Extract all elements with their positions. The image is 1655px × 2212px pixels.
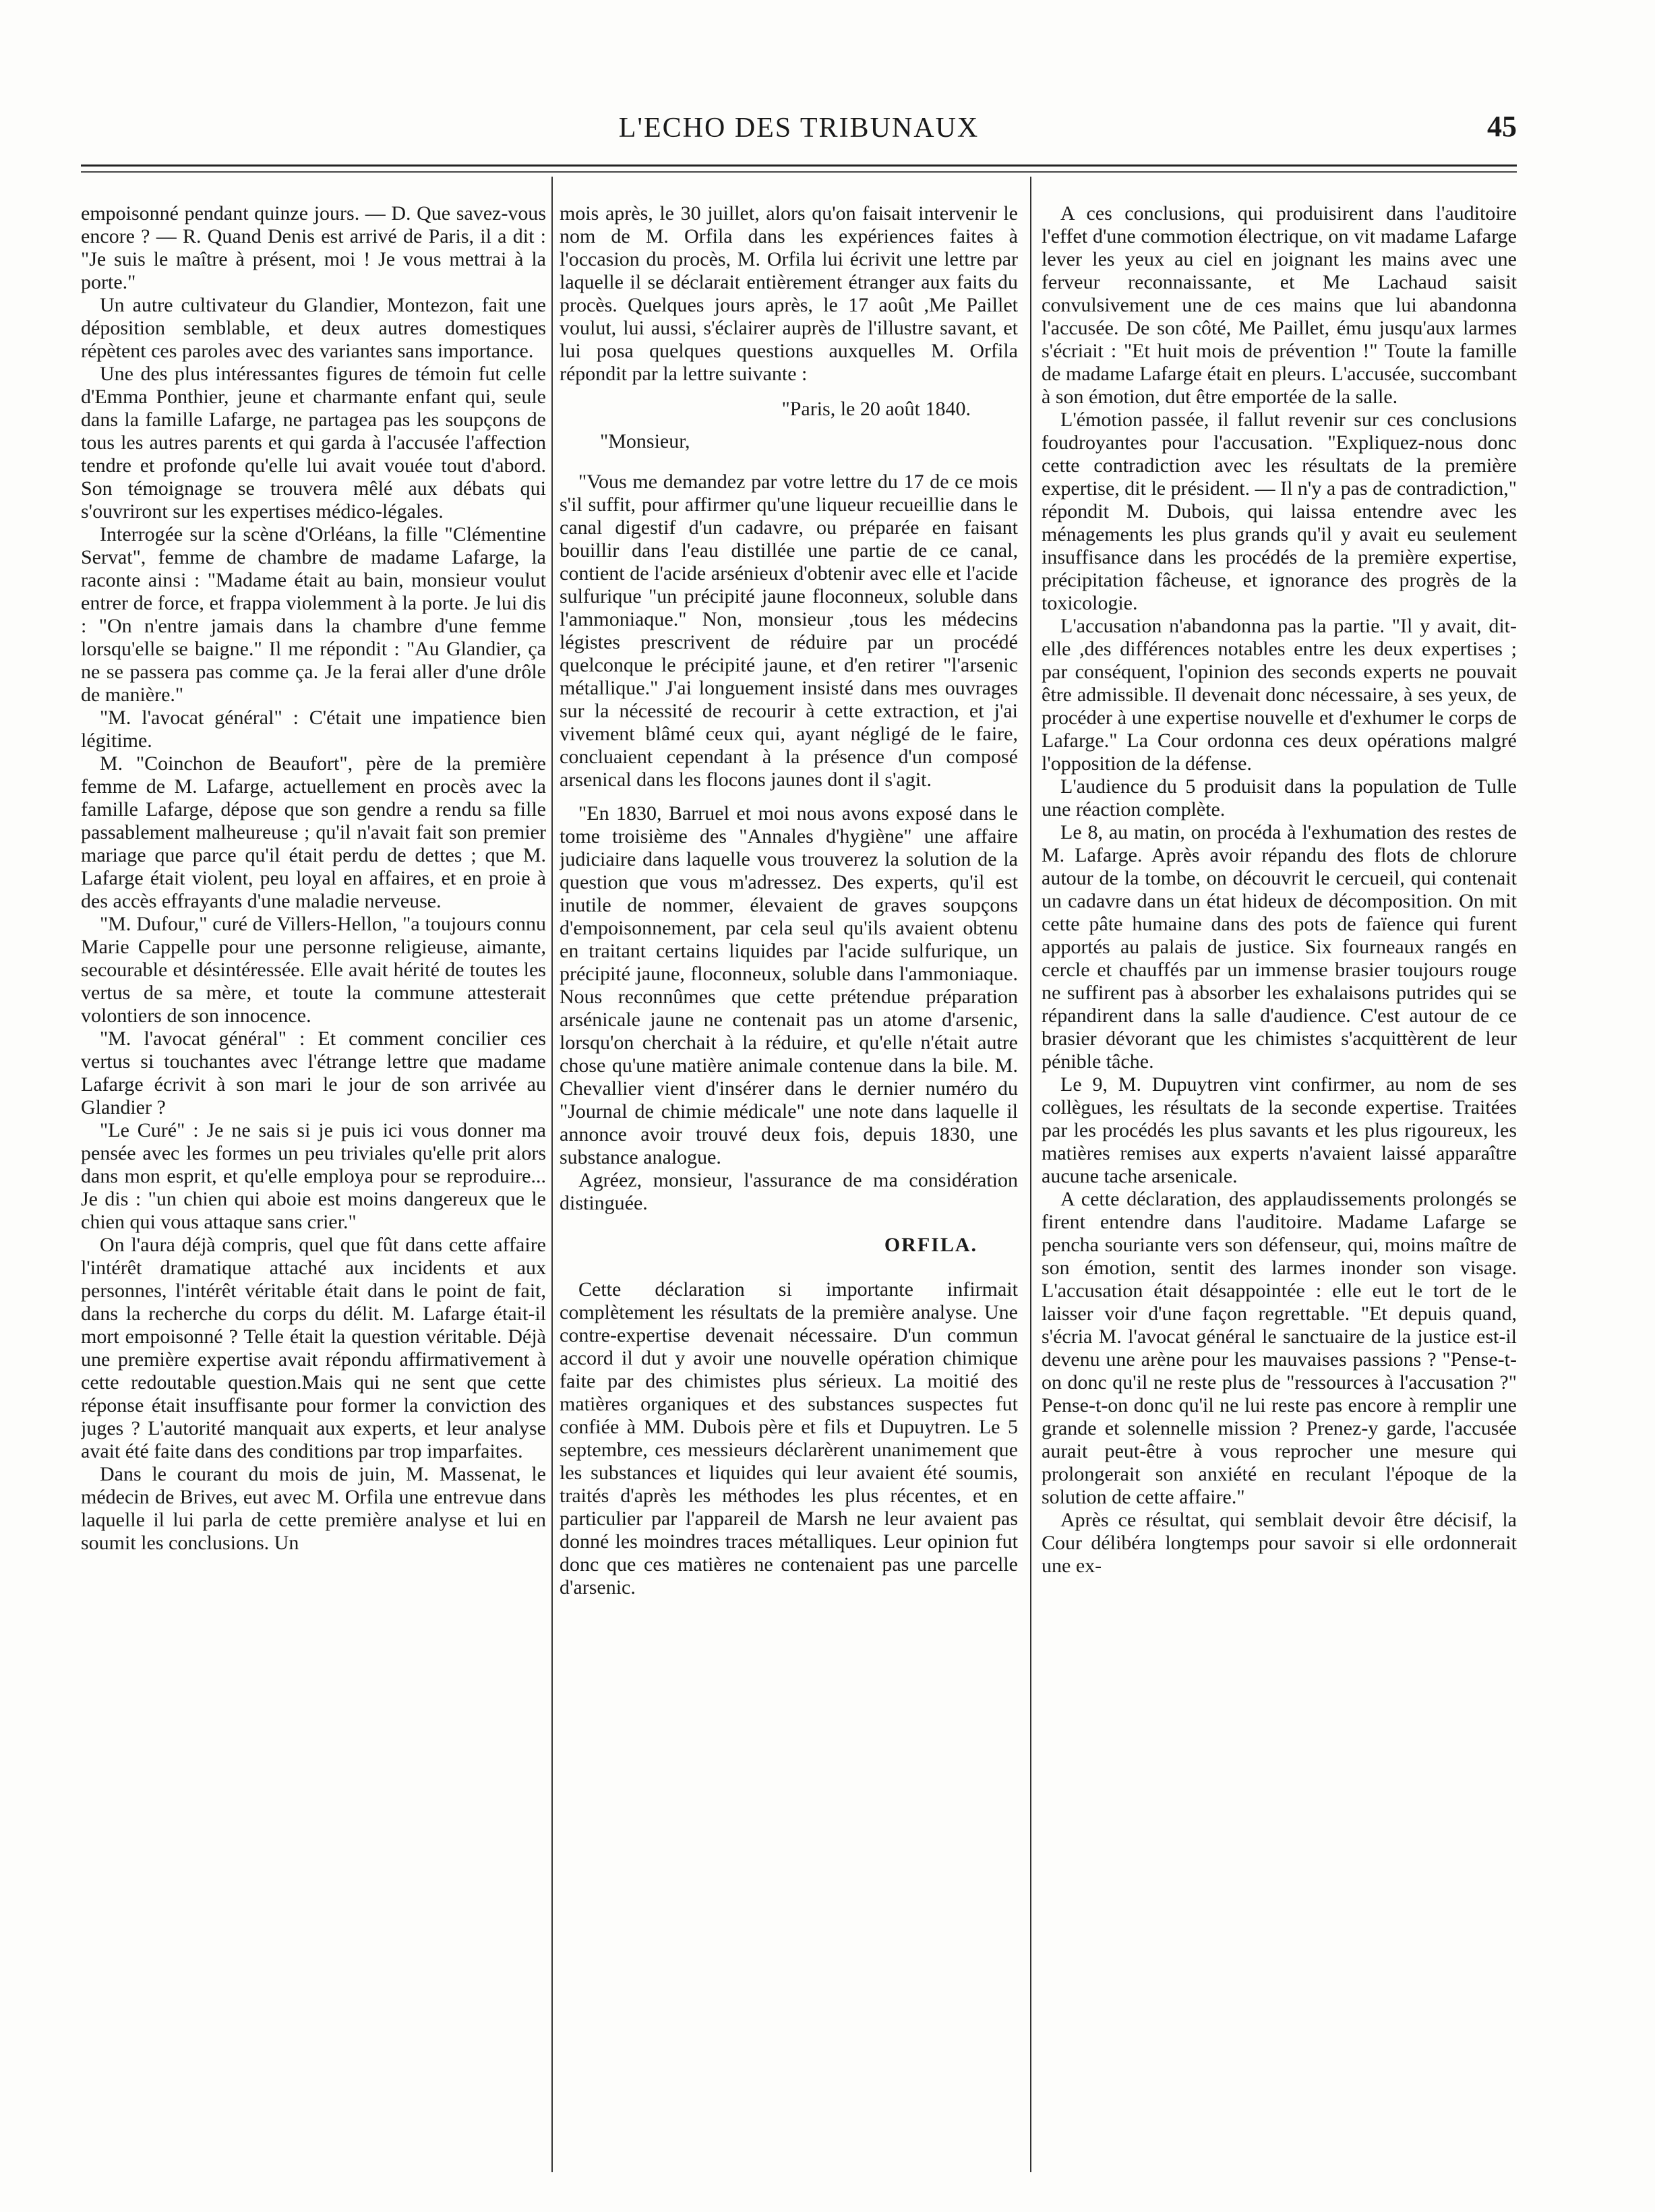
letter-paragraph: "En 1830, Barruel et moi nous avons exposé dans le tome troisième des "Annales d'hygiène" une affaire judiciaire dans laquelle vous trouverez la solution de la question que vous m'adressez. Des experts, qu'il est inutile de nommer, élevaient de graves soupçons d'empoisonnement, par cela seul qu'ils avaient obtenu en traitant certains liquides par l'acide sulfurique, un précipité jaune, floconneux, soluble dans l'ammoniaque. Nous reconnûmes que cette prétendue préparation arsénicale jaune ne contenait pas un atome d'arsenic, lorsqu'on cherchait à la réduire, et qu'elle n'était autre chose qu'une matière animale contenue dans la bile. M. Chevallier vient d'insérer dans le dernier numéro du "Journal de chimie médicale" une note dans laquelle il annonce avoir trouvé deux fois, depuis 1830, une substance analogue. — [560, 802, 1018, 1168]
text-column-3 — [1042, 202, 1517, 2178]
letter-salutation: "Monsieur, — [600, 430, 690, 452]
paragraph: Dans le courant du mois de juin, M. Massenat, le médecin de Brives, eut avec M. Orfila une entrevue dans laquelle il lui parla de cette première analyse et lui en soumit les conclusions. Un — [81, 1463, 546, 1554]
paragraph: On l'aura déjà compris, quel que fût dans cette affaire l'intérêt dramatique attaché aux incidents et aux personnes, l'intérêt véritable était dans le point de fait, dans la recherche du corps du délit. M. Lafarge était-il mort empoisonné ? Telle était la question véritable. Déjà une première expertise avait répondu affirmativement à cette redoutable question.Mais qui ne sent que cette réponse était insuffisante pour former la conviction des juges ? L'autorité manquait aux experts, et leur analyse avait été faite dans des conditions par trop imparfaites. — [81, 1234, 546, 1462]
paragraph: "M. l'avocat général" : C'était une impatience bien légitime. — [81, 707, 546, 752]
column-divider — [1030, 177, 1031, 2172]
header-rule — [81, 165, 1517, 167]
letter-dateline: "Paris, le 20 août 1840. — [781, 398, 971, 420]
column-divider — [551, 177, 553, 2172]
paragraph: Cette déclaration si importante infirmait complètement les résultats de la première analyse. Une contre-expertise devenait nécessaire. D'un commun accord il dut y avoir une nouvelle opération chimique faite par des chimistes plus sérieux. La moitié des matières organiques et des substances suspectes fut confiée à MM. Dubois père et fils et Dupuytren. Le 5 septembre, ces messieurs déclarèrent unanimement que les substances et liquides qui leur avaient été soumis, traités d'après les méthodes les plus récentes, et en particulier par l'appareil de Marsh ne leur avaient pas donné les moindres traces métalliques. Leur opinion fut donc que ces matières ne contenaient pas une parcelle d'arsenic. — [560, 1278, 1018, 1598]
paragraph: A cette déclaration, des applaudissements prolongés se firent entendre dans l'auditoire. Madame Lafarge se pencha souriante vers son défenseur, qui, moins maître de son émotion, sentit des larmes inonder son visage. L'accusation était désappointée : elle eut le tort de le laisser voir d'une façon regrettable. "Et depuis quand, s'écria M. l'avocat général le sanctuaire de la justice est-il devenu une arène pour les mauvaises passions ? "Pense-t-on donc qu'il ne reste plus de "ressources à l'accusation ?" Pense-t-on donc qu'il ne lui reste pas encore à remplir une grande et solennelle mission ? Prenez-y garde, l'accusée aurait peut-être à vous reprocher une mesure qui prolongerait son anxiété en reculant l'époque de la solution de cette affaire." — [1042, 1188, 1517, 1508]
paragraph: "M. l'avocat général" : Et comment concilier ces vertus si touchantes avec l'étrange lettre que madame Lafarge écrivit à son mari le jour de son arrivée au Glandier ? — [81, 1027, 546, 1118]
running-header — [81, 108, 1517, 155]
page-number: 45 — [1487, 110, 1517, 143]
paragraph: Le 8, au matin, on procéda à l'exhumation des restes de M. Lafarge. Après avoir répandu des flots de chlorure autour de la tombe, on découvrit le cercueil, qui contenait un cadavre dans un état hideux de décomposition. On mit cette pâte humaine dans des pots de faïence qui furent apportés au palais de justice. Six fourneaux rangés en cercle et chauffés par un immense brasier toujours rouge ne suffirent pas à absorber les exhalaisons putrides qui se répandirent dans la salle d'audience. C'est autour de ce brasier dévorant que les chimistes s'acquittèrent de leur pénible tâche. — [1042, 821, 1517, 1073]
header-rule-secondary — [81, 171, 1517, 173]
letter-paragraph: "Vous me demandez par votre lettre du 17 de ce mois s'il suffit, pour affirmer qu'une liqueur recueillie dans le canal digestif d'un cadavre, ou préparée en faisant bouillir dans l'eau distillée une partie de ce canal, contient de l'acide arsénieux d'obtenir avec elle et l'acide sulfurique "un précipité jaune floconneux, soluble dans l'ammoniaque." Non, monsieur ,tous les médecins légistes prescrivent de réduire par un procédé quelconque le précipité jaune, et d'en retirer "l'arsenic métallique." J'ai longuement insisté dans mes ouvrages sur la nécessité de recourir à cette extraction, et j'ai vivement blâmé ceux qui, ayant négligé de le faire, concluaient cependant à la présence d'un composé arsenical dans les flocons jaunes dont il s'agit. — [560, 471, 1018, 791]
paragraph: "M. Dufour," curé de Villers-Hellon, "a toujours connu Marie Cappelle pour une personne religieuse, aimante, secourable et désintéressée. Elle avait hérité de toutes les vertus de sa mère, et toute la commune attesterait volontiers de son innocence. — [81, 913, 546, 1027]
paragraph: Interrogée sur la scène d'Orléans, la fille "Clémentine Servat", femme de chambre de madame Lafarge, la raconte ainsi : "Madame était au bain, monsieur voulut entrer de force, et frappa violemment à la porte. Je lui dis : "On n'entre jamais dans la chambre d'une femme lorsqu'elle se baigne." Il me répondit : "Au Glandier, ça ne se passera pas comme ça. Je la ferai aller d'une drôle de manière." — [81, 523, 546, 706]
paragraph: mois après, le 30 juillet, alors qu'on faisait intervenir le nom de M. Orfila dans les expériences faites à l'occasion du procès, M. Orfila lui écrivit une lettre par laquelle il se déclarait entièrement étranger aux faits du procès. Quelques jours après, le 17 août ,Me Paillet voulut, lui aussi, s'éclairer auprès de l'illustre savant, et lui posa quelques questions auxquelles M. Orfila répondit par la lettre suivante : — [560, 202, 1018, 385]
letter-signature: ORFILA. — [884, 1234, 977, 1256]
paragraph: Après ce résultat, qui semblait devoir être décisif, la Cour délibéra longtemps pour savoir si elle ordonnerait une ex- — [1042, 1509, 1517, 1577]
paragraph: M. "Coinchon de Beaufort", père de la première femme de M. Lafarge, actuellement en procès avec la famille Lafarge, dépose que son gendre a rendu sa fille passablement malheureuse ; qu'il n'avait fait son premier mariage que parce qu'il était perdu de dettes ; que M. Lafarge était violent, peu loyal en affaires, et en proie à des accès effrayants d'une maladie nerveuse. — [81, 752, 546, 912]
paragraph: "Le Curé" : Je ne sais si je puis ici vous donner ma pensée avec les formes un peu triviales qu'elle prit alors dans mon esprit, et qu'elle employa pour se reproduire... Je dis : "un chien qui aboie est moins dangereux que le chien qui vous attaque sans crier." — [81, 1119, 546, 1233]
paragraph: empoisonné pendant quinze jours. — D. Que savez-vous encore ? — R. Quand Denis est arrivé de Paris, il a dit : "Je suis le maître à présent, moi ! Je vous mettrai à la porte." — [81, 202, 546, 293]
paragraph: L'accusation n'abandonna pas la partie. "Il y avait, dit-elle ,des différences notables entre les deux expertises ; par conséquent, l'opinion des seconds experts ne pouvait être admissible. Il devenait donc nécessaire, à ses yeux, de procéder à une expertise nouvelle et d'exhumer le corps de Lafarge." La Cour ordonna ces deux opérations malgré l'opposition de la défense. — [1042, 615, 1517, 775]
paragraph: Le 9, M. Dupuytren vint confirmer, au nom de ses collègues, les résultats de la seconde expertise. Traitées par les procédés les plus savants et les plus rigoureux, les matières remises aux experts n'avaient laissé apparaître aucune tache arsenicale. — [1042, 1073, 1517, 1187]
paragraph: Un autre cultivateur du Glandier, Montezon, fait une déposition semblable, et deux autres domestiques répètent ces paroles avec des variantes sans importance. — [81, 294, 546, 362]
letter-closing: Agréez, monsieur, l'assurance de ma considération distinguée. — [560, 1169, 1018, 1214]
journal-title: L'ECHO DES TRIBUNAUX — [618, 113, 980, 144]
paragraph: L'audience du 5 produisit dans la population de Tulle une réaction complète. — [1042, 775, 1517, 820]
paragraph: L'émotion passée, il fallut revenir sur ces conclusions foudroyantes pour l'accusation. "Expliquez-nous donc cette contradiction avec les résultats de la première expertise, dit le président. — Il n'y a pas de contradiction," répondit M. Dubois, qui laissa entendre avec les ménagements les plus grands qu'il y avait eu seulement insuffisance dans les procédés de la première expertise, précipitation fâcheuse, et ignorance des progrès de la toxicologie. — [1042, 409, 1517, 614]
text-column-2 — [560, 202, 1018, 2178]
paragraph: Une des plus intéressantes figures de témoin fut celle d'Emma Ponthier, jeune et charmante enfant qui, seule dans la famille Lafarge, ne partagea pas les soupçons de tous les autres parents et qui garda à l'accusée l'affection tendre et profonde qu'elle lui avait vouée tout d'abord. Son témoignage se trouvera mêlé aux débats qui s'ouvriront sur les expertises médico-légales. — [81, 363, 546, 522]
paragraph: A ces conclusions, qui produisirent dans l'auditoire l'effet d'une commotion électrique, on vit madame Lafarge lever les yeux au ciel en joignant les mains avec une ferveur reconnaissante, et Me Lachaud saisit convulsivement une de ces mains que lui abandonna l'accusée. De son côté, Me Paillet, ému jusqu'aux larmes s'écriait : "Et huit mois de prévention !" Toute la famille de madame Lafarge était en pleurs. L'accusée, succombant à son émotion, dut être emportée de la salle. — [1042, 202, 1517, 408]
text-column-1 — [81, 202, 546, 2178]
